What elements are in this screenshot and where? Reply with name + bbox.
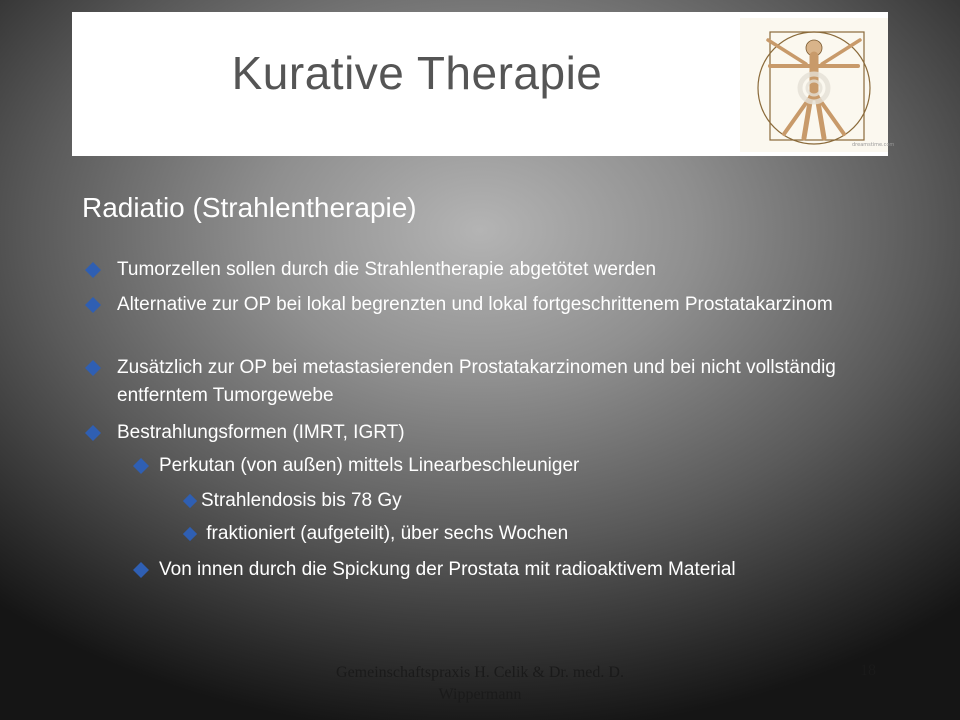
bullet-item: [84, 291, 877, 319]
sub-bullet-item: [132, 556, 859, 584]
bullet-item: [84, 419, 877, 447]
vitruvian-man-image: [740, 18, 895, 152]
bullet-item: [84, 354, 877, 410]
bullet-text: fraktioniert (aufgeteilt), über sechs Wochen: [201, 523, 569, 544]
section-subtitle: Radiatio (Strahlentherapie): [82, 192, 417, 223]
bullet-item: [84, 256, 877, 284]
bullet-text: Bestrahlungsformen (IMRT, IGRT): [117, 422, 405, 443]
watermark-text: dreamstime.com: [852, 142, 895, 148]
diamond-bullet-icon: [182, 526, 198, 542]
diamond-bullet-icon: [132, 561, 150, 579]
diamond-bullet-icon: [84, 424, 102, 442]
page-number: 18: [860, 662, 876, 679]
bullet-text: Strahlendosis bis 78 Gy: [201, 490, 402, 511]
bullet-text: Zusätzlich zur OP bei metastasierenden Prostatakarzinomen und bei nicht vollständig entferntem Tumorgewebe: [117, 357, 836, 406]
slide-footer: Gemeinschaftspraxis H. Celik & Dr. med. D. Wippermann: [336, 664, 624, 703]
diamond-bullet-icon: [84, 359, 102, 377]
diamond-bullet-icon: [84, 261, 102, 279]
sub-sub-bullet-item: [182, 520, 841, 548]
sub-bullet-item: [132, 452, 859, 480]
title-banner: [72, 12, 895, 156]
sub-sub-bullet-item: [182, 487, 841, 515]
bullet-text: Tumorzellen sollen durch die Strahlentherapie abgetötet werden: [117, 259, 657, 280]
slide-title: Kurative Therapie: [231, 47, 603, 99]
diamond-bullet-icon: [132, 457, 150, 475]
diamond-bullet-icon: [182, 493, 198, 509]
bullet-text: Von innen durch die Spickung der Prostata mit radioaktivem Material: [159, 559, 736, 580]
bullet-text: Perkutan (von außen) mittels Linearbeschleuniger: [159, 455, 580, 476]
diamond-bullet-icon: [84, 296, 102, 314]
bullet-text: Alternative zur OP bei lokal begrenzten und lokal fortgeschrittenem Prostatakarzinom: [117, 294, 833, 315]
